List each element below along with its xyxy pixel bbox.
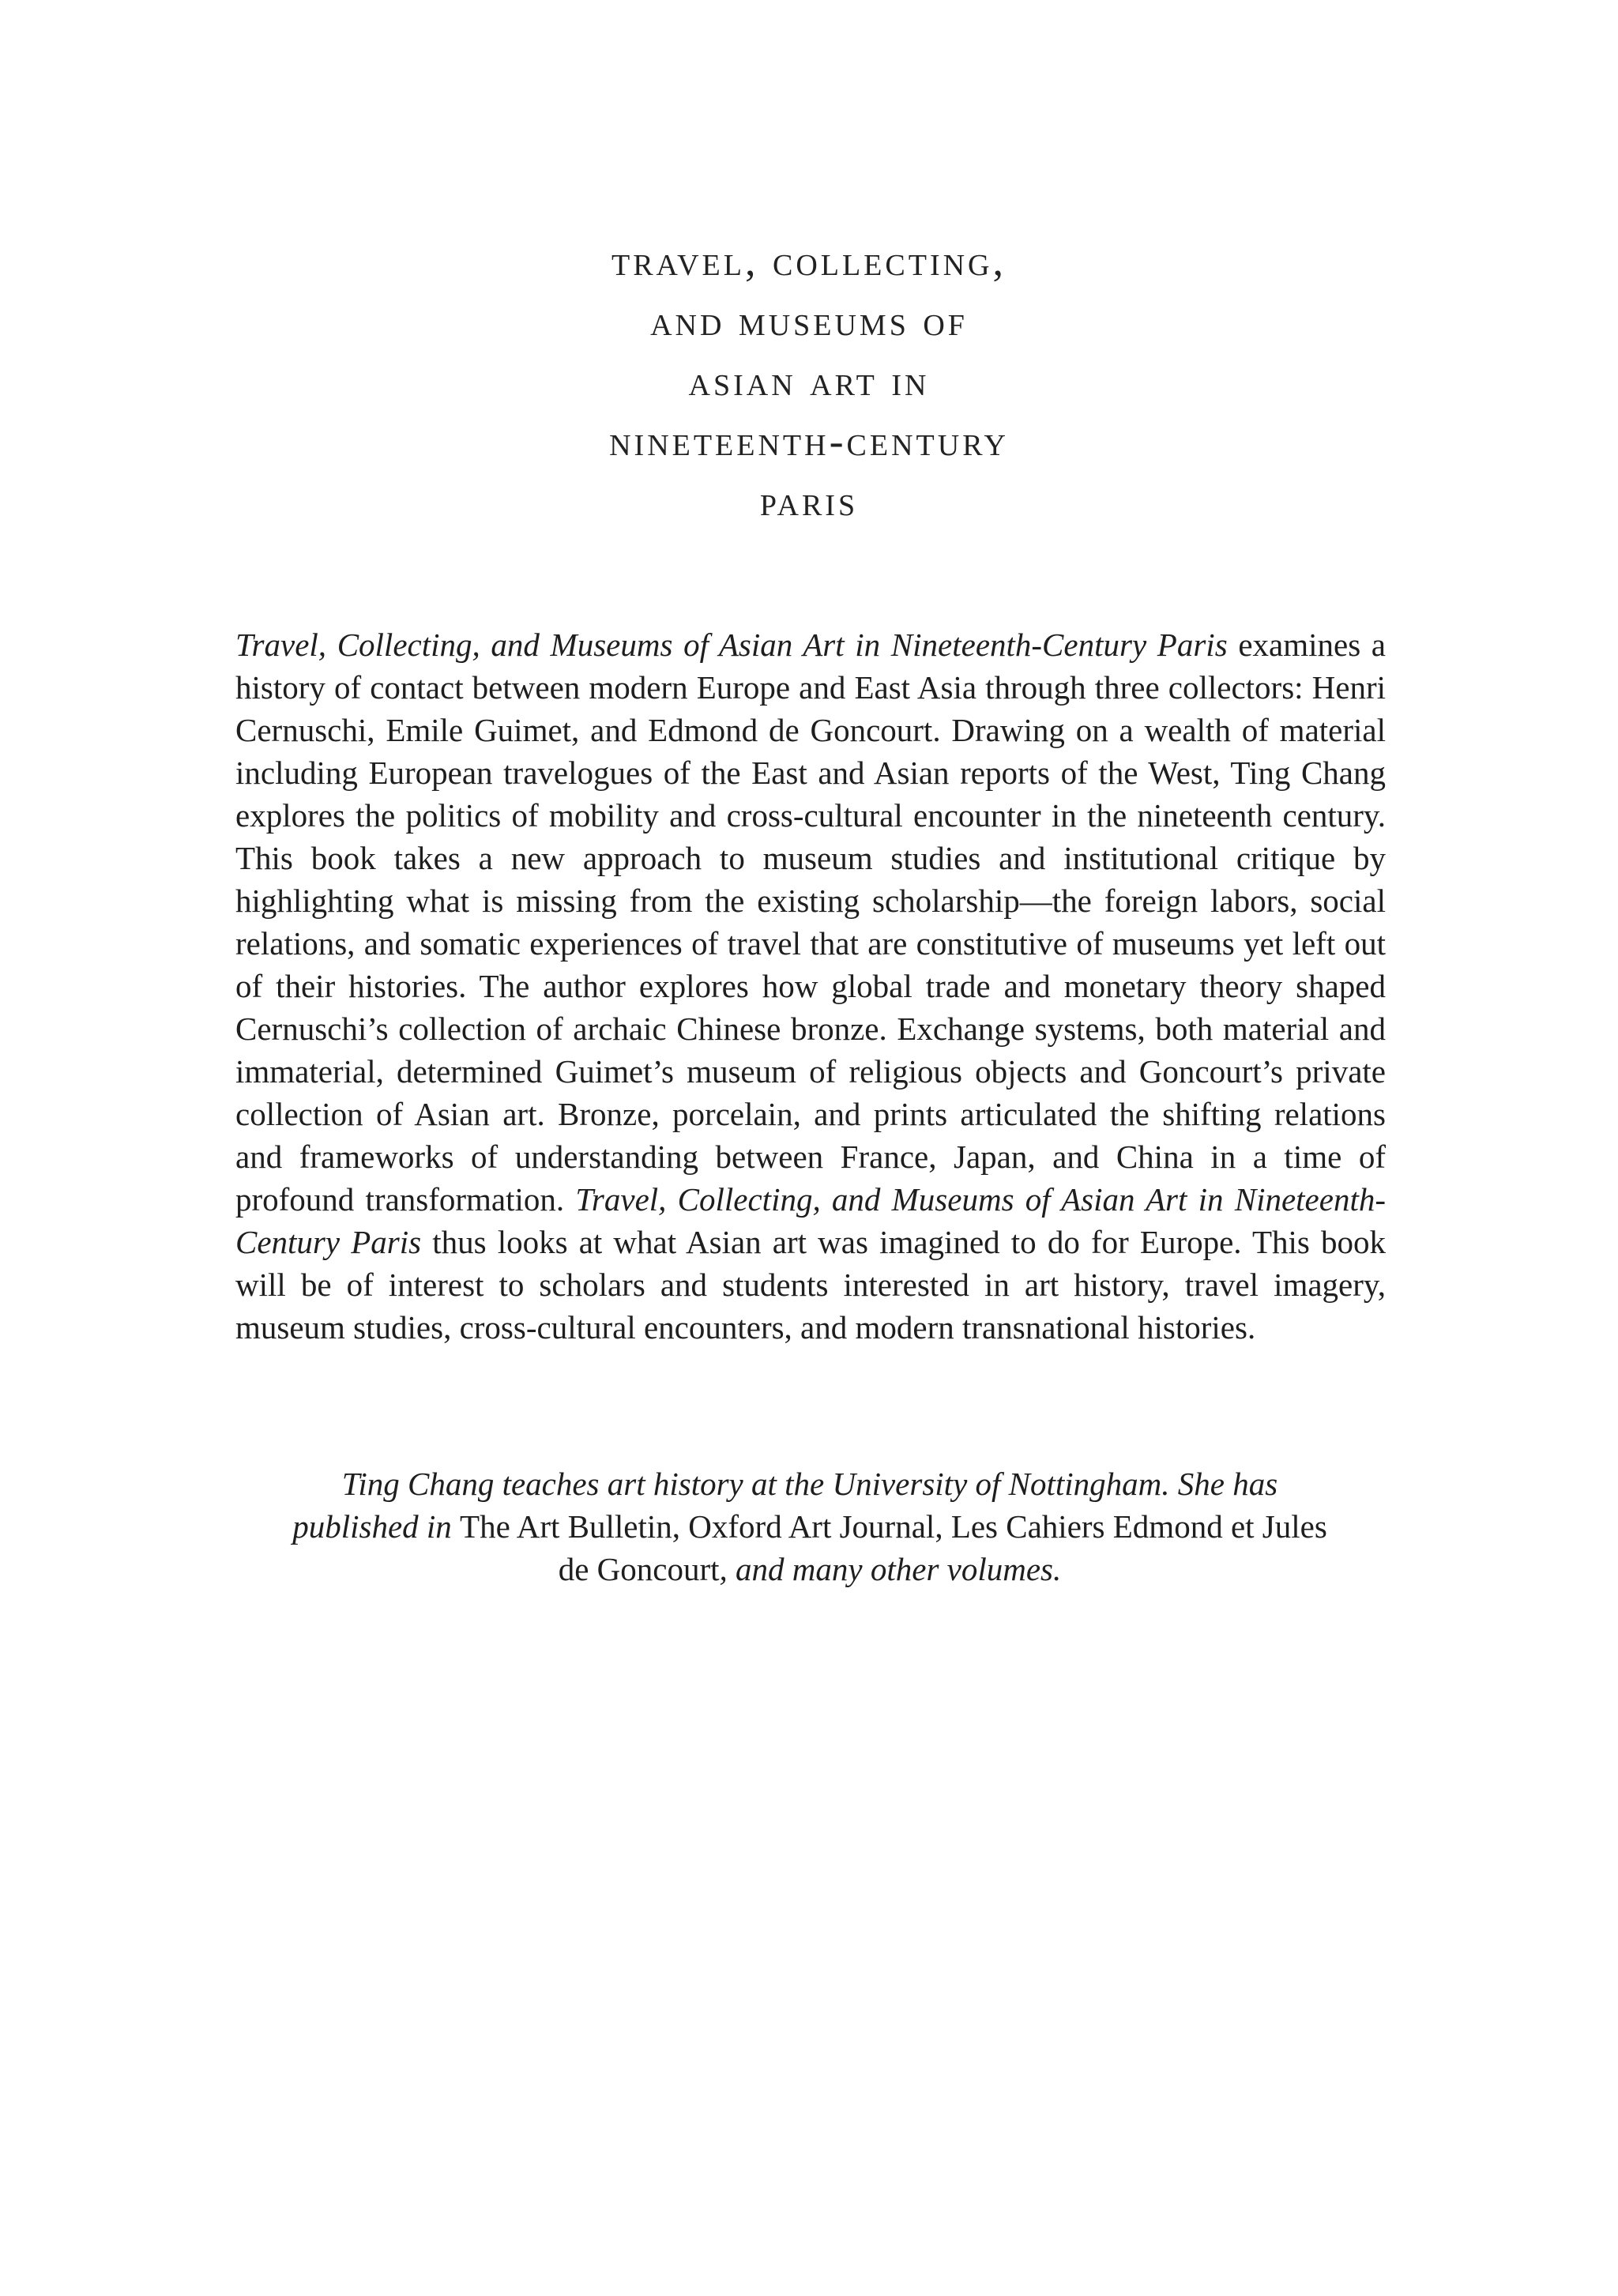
journal-title: Oxford Art Journal <box>688 1508 935 1545</box>
description-text: examines a history of contact between modern Europe and East Asia through three collectors: Henri Cernuschi, Emile Guimet, and Edmond de Goncourt. Drawing on a wealth of material including European travelogues of the East and Asian reports of the West, Ting Chang explores the politics of mobility and cross-cultural encounter in the nineteenth century. This book takes a new approach to museum studies and institutional critique by highlighting what is missing from the existing scholarship—the foreign labors, social relations, and somatic experiences of travel that are constitutive of museums yet left out of their histories. The author explores how global trade and monetary theory shaped Cernuschi’s collection of archaic Chinese bronze. Exchange systems, both material and immaterial, determined Guimet’s museum of religious objects and Goncourt’s private collection of Asian art. Bronze, porcelain, and prints articulated the shifting relations and frameworks of understanding between France, Japan, and China in a time of profound transformation. <box>235 627 1386 1218</box>
book-title-italic: Travel, Collecting, and Museums of Asian Art in Nineteenth-Century Paris <box>235 1181 1387 1260</box>
description-text: thus looks at what Asian art was imagined to do for Europe. This book will be of interest to scholars and students interested in art history, travel imagery, museum studies, cross-cultural encounters, and modern transnational histories. <box>235 1224 1386 1346</box>
title-line-4: nineteenth-century <box>609 417 1009 465</box>
bio-intro: Ting Chang teaches art history at the University of Nottingham. She has published in <box>292 1466 1278 1545</box>
description-paragraph <box>235 623 1386 1349</box>
separator: , <box>935 1508 951 1545</box>
journal-title: Les Cahiers Edmond et Jules de Goncourt <box>558 1508 1327 1587</box>
book-title-block <box>0 231 1618 531</box>
author-bio <box>284 1462 1335 1590</box>
book-title-italic: Travel, Collecting, and Museums of Asian Art in Nineteenth-Century Paris <box>235 627 1228 663</box>
separator: , <box>672 1508 689 1545</box>
journal-title: The Art Bulletin <box>460 1508 672 1545</box>
title-line-3: asian art in <box>688 357 930 405</box>
title-line-5: paris <box>759 477 859 525</box>
bio-outro: , and many other volumes. <box>719 1551 1062 1587</box>
title-line-1: travel, collecting, <box>611 237 1007 284</box>
title-line-2: and museums of <box>650 297 968 344</box>
